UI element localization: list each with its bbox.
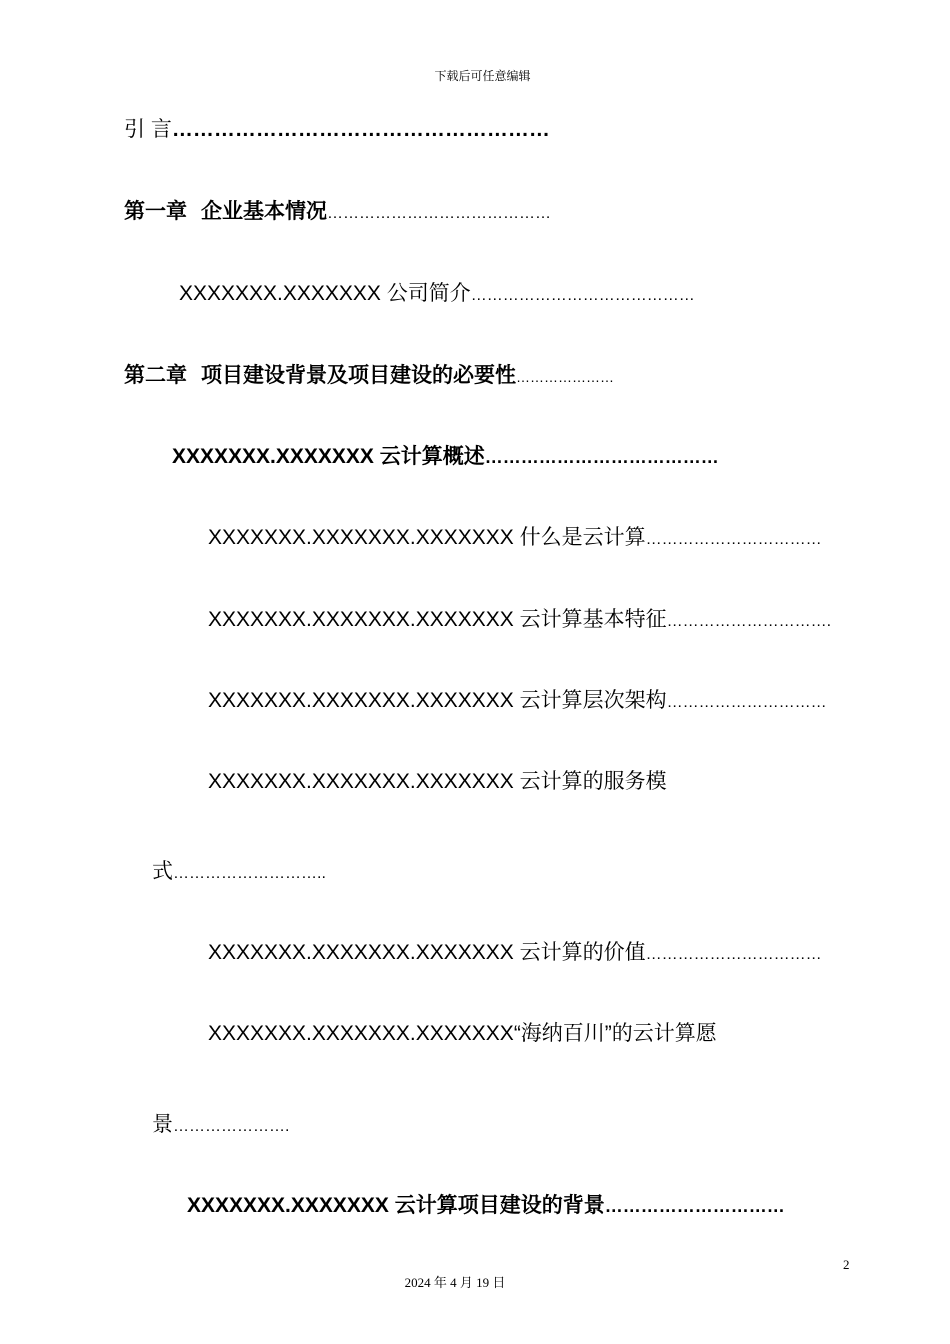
toc-entry-1-1[interactable] [179, 281, 695, 309]
toc-leader-dots: ………………… [516, 369, 614, 385]
toc-entry-text: XXXXXXX.XXXXXXX.XXXXXXX 什么是云计算 [208, 526, 646, 549]
toc-entry-2-2[interactable] [187, 1193, 785, 1219]
toc-leader-dots: ………………………… [666, 694, 827, 711]
toc-entry-text: XXXXXXX.XXXXXXX.XXXXXXX 云计算基本特征 [208, 608, 667, 631]
page-number: 2 [843, 1257, 850, 1272]
toc-entry-2-1-1[interactable] [208, 525, 822, 553]
toc-entry-2-1-4-continued[interactable] [152, 859, 326, 887]
toc-leader-dots: …………………………… [645, 946, 822, 963]
toc-entry-2-1-3[interactable] [208, 688, 827, 716]
toc-leader-dots: …………………. [173, 1118, 290, 1135]
toc-entry-2-1-2[interactable] [208, 607, 831, 635]
chapter-label: 第二章 [124, 364, 187, 387]
toc-leader-dots: ……………………….. [173, 865, 326, 882]
toc-entry-text-continued: 式 [152, 860, 173, 883]
toc-leader-dots: ……………………………………………… [171, 118, 550, 141]
toc-entry-2-1[interactable] [172, 444, 719, 470]
toc-entry-text: XXXXXXX.XXXXXXX.XXXXXXX 云计算的服务模 [208, 770, 667, 793]
toc-entry-text: XXXXXXX.XXXXXXX 云计算概述 [172, 445, 485, 468]
toc-entry-2-1-6-continued[interactable] [152, 1112, 289, 1140]
toc-entry-2-1-5[interactable] [208, 940, 822, 968]
footer-date: 2024 年 4 月 19 日 [404, 1275, 506, 1290]
toc-entry-intro[interactable] [124, 117, 550, 143]
chapter-title: 企业基本情况 [201, 200, 327, 223]
toc-entry-text-continued: 景 [152, 1113, 173, 1136]
toc-leader-dots: ………………………………… [484, 447, 719, 467]
toc-entry-text: XXXXXXX.XXXXXXX 公司简介 [179, 282, 471, 305]
toc-entry-2-1-6[interactable] [208, 1021, 717, 1047]
chapter-title: 项目建设背景及项目建设的必要性 [201, 364, 516, 387]
toc-leader-dots: …………………………… [645, 531, 822, 548]
toc-leader-dots: …………………………………… [327, 205, 551, 222]
toc-entry-chapter-1[interactable] [124, 199, 551, 227]
toc-entry-label: 引 言 [124, 118, 172, 141]
toc-leader-dots: …………………………. [666, 613, 832, 630]
toc-entry-chapter-2[interactable] [124, 363, 614, 390]
toc-entry-text: XXXXXXX.XXXXXXX.XXXXXXX“海纳百川”的云计算愿 [208, 1022, 717, 1045]
toc-leader-dots: …………………………………… [470, 287, 695, 304]
toc-leader-dots: ………………………… [604, 1196, 785, 1216]
toc-entry-text: XXXXXXX.XXXXXXX.XXXXXXX 云计算的价值 [208, 941, 646, 964]
chapter-label: 第一章 [124, 200, 187, 223]
toc-entry-2-1-4[interactable] [208, 769, 667, 795]
header-note: 下载后可任意编辑 [434, 69, 531, 83]
toc-entry-text: XXXXXXX.XXXXXXX.XXXXXXX 云计算层次架构 [208, 689, 667, 712]
toc-entry-text: XXXXXXX.XXXXXXX 云计算项目建设的背景 [187, 1194, 605, 1217]
